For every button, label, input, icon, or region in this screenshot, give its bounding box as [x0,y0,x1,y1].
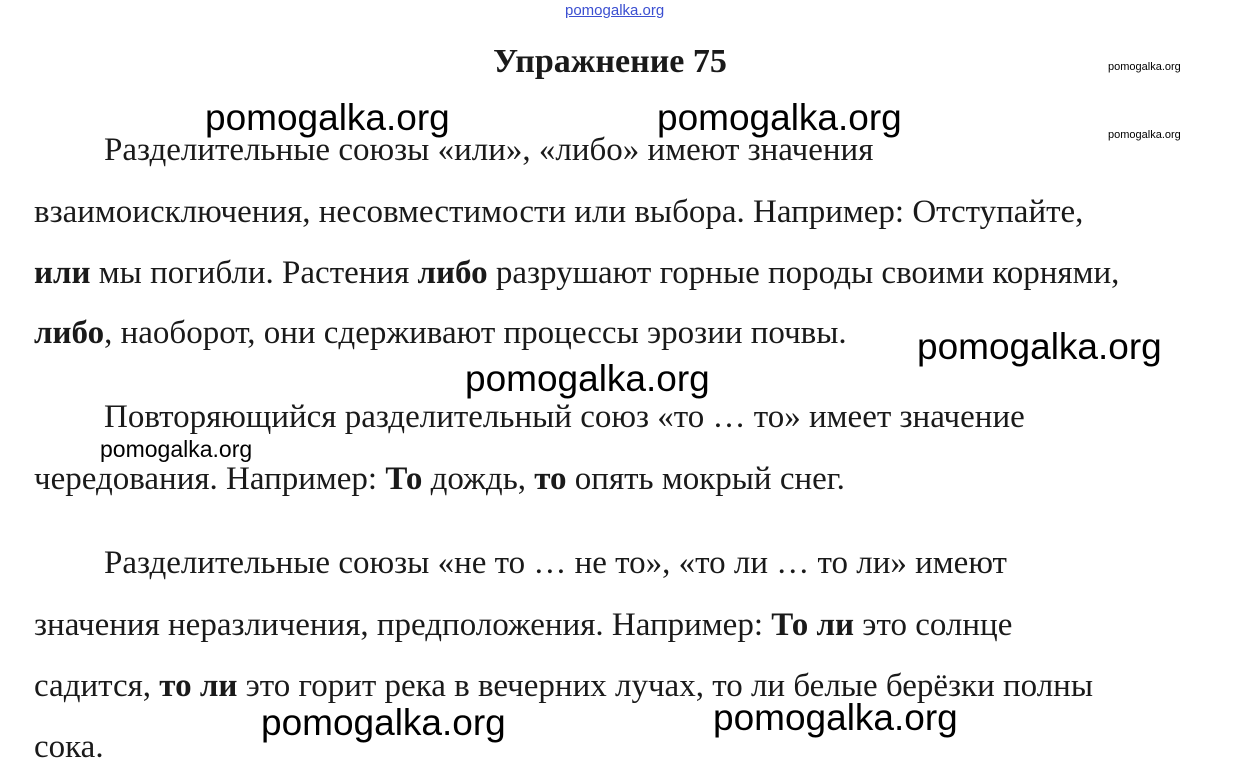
text-segment: разрушают горные породы своими корнями, [487,255,1120,291]
bold-conjunction: или [34,255,91,291]
text-line [104,543,1007,583]
text-segment: сока. [34,729,104,765]
text-segment: дождь, [422,461,535,497]
bold-conjunction: То [385,461,423,497]
text-segment: чередования. Например: [34,461,386,497]
text-line [34,253,1119,293]
text-segment: это горит река в вечерних лучах, то ли белые берёзки полны [237,668,1094,704]
text-segment: садится, [34,668,160,704]
watermark: pomogalka.org [261,702,506,743]
text-line [104,397,1025,437]
exercise-title: Упражнение 75 [493,43,727,80]
watermark: pomogalka.org [713,697,958,738]
text-segment: , наоборот, они сдерживают процессы эрозии почвы. [104,315,847,351]
bold-conjunction: либо [34,315,105,351]
watermark-small: pomogalka.org [1108,61,1181,73]
watermark: pomogalka.org [100,436,253,462]
text-line [34,313,847,353]
text-line [34,605,1012,645]
text-line [34,727,104,767]
bold-conjunction: то ли [159,668,238,704]
watermark: pomogalka.org [465,358,710,399]
text-line [34,192,1083,232]
text-segment: Повторяющийся разделительный союз «то … то» имеет значение [104,399,1025,435]
watermark: pomogalka.org [657,97,902,138]
watermark: pomogalka.org [917,326,1162,367]
text-segment: мы погибли. Растения [90,255,418,291]
bold-conjunction: либо [417,255,488,291]
bold-conjunction: То ли [771,607,855,643]
text-segment: это солнце [854,607,1013,643]
text-segment: значения неразличения, предположения. Например: [34,607,772,643]
text-segment: опять мокрый снег. [566,461,845,497]
watermark-small: pomogalka.org [1108,129,1181,141]
text-segment: Разделительные союзы «или», «либо» имеют значения [104,132,874,168]
top-watermark-link[interactable]: pomogalka.org [565,2,665,19]
watermark: pomogalka.org [205,97,450,138]
text-segment: Разделительные союзы «не то … не то», «то ли … то ли» имеют [104,545,1007,581]
bold-conjunction: то [534,461,567,497]
text-line [34,459,845,499]
text-segment: взаимоисключения, несовместимости или выбора. Например: Отступайте, [34,194,1084,230]
